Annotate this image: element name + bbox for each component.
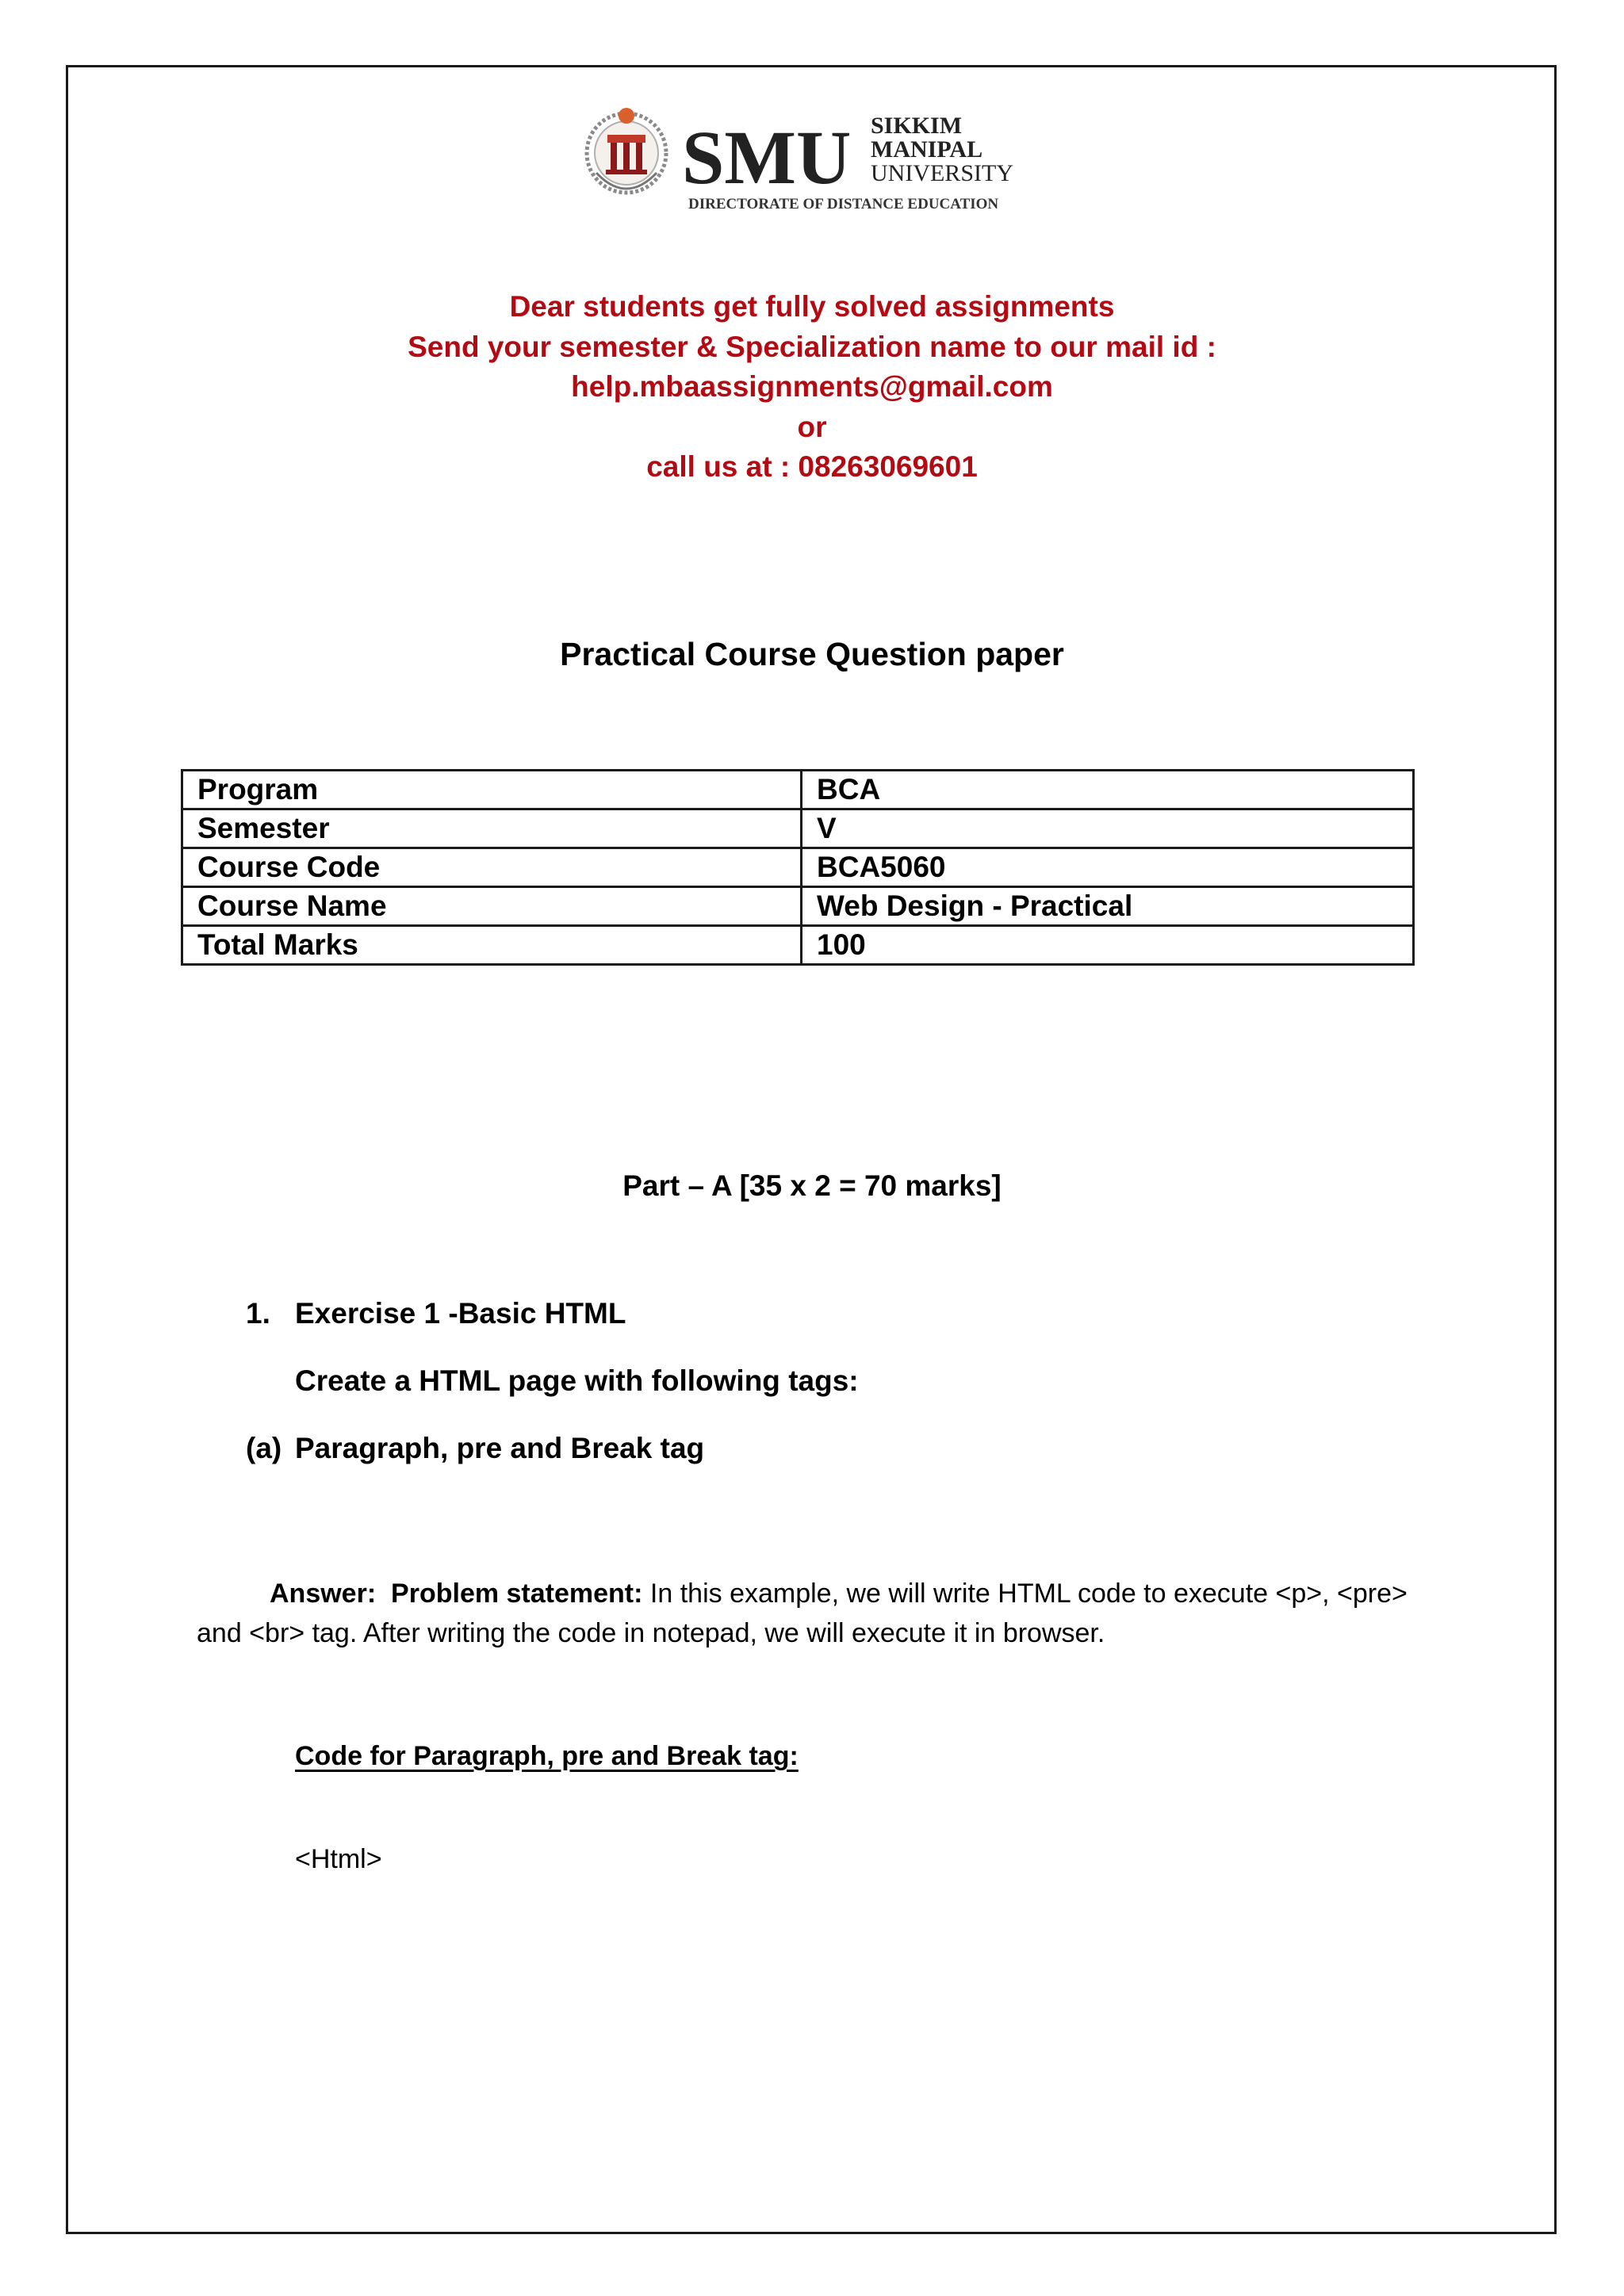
emblem-icon [587,108,666,193]
table-cell-value: Web Design - Practical [802,887,1414,926]
svg-text:SIKKIM: SIKKIM [871,113,963,139]
table-cell-label: Course Code [182,848,802,887]
table-row [182,771,1414,809]
svg-text:MANIPAL: MANIPAL [871,136,983,163]
svg-text:UNIVERSITY: UNIVERSITY [871,160,1013,186]
answer-text: In this example, we will write HTML code to execute <p>, <pre> [649,1578,1408,1609]
table-cell-value: 100 [802,926,1414,965]
promo-phone[interactable]: call us at : 08263069601 [646,450,978,483]
page-title: Practical Course Question paper [560,636,1064,672]
table-cell-value: V [802,809,1414,848]
answer-label: Answer: [270,1578,377,1609]
sub-question-label: (a) [246,1432,282,1464]
course-info-table [181,769,1415,966]
part-a-heading: Part – A [35 x 2 = 70 marks] [622,1169,1002,1202]
table-cell-label: Semester [182,809,802,848]
table-row [182,887,1414,926]
exercise-instruction: Create a HTML page with following tags: [295,1364,859,1397]
exercise-number: 1. [246,1297,270,1330]
code-line: <Html> [295,1844,382,1874]
code-heading: Code for Paragraph, pre and Break tag: [295,1741,799,1771]
problem-statement-label: Problem statement: [391,1578,643,1609]
table-row [182,809,1414,848]
table-row [182,926,1414,965]
university-logo [579,101,1055,216]
sub-question-title: Paragraph, pre and Break tag [295,1432,705,1464]
answer-paragraph-line-1 [270,1574,1408,1613]
table-cell-label: Course Name [182,887,802,926]
promo-line-2: Send your semester & Specialization name to our mail id : [408,331,1216,363]
promo-line-1: Dear students get fully solved assignments [509,290,1115,323]
table-cell-label: Total Marks [182,926,802,965]
answer-paragraph-line-2: and <br> tag. After writing the code in notepad, we will execute it in browser. [197,1618,1105,1648]
table-row [182,848,1414,887]
svg-text:DIRECTORATE OF DISTANCE EDUCAT: DIRECTORATE OF DISTANCE EDUCATION [688,196,999,212]
table-cell-label: Program [182,771,802,809]
svg-text:SMU: SMU [682,115,852,200]
table-cell-value: BCA5060 [802,848,1414,887]
table-cell-value: BCA [802,771,1414,809]
promo-line-or: or [797,411,827,443]
promo-email[interactable]: help.mbaassignments@gmail.com [571,370,1053,403]
exercise-title: Exercise 1 -Basic HTML [295,1297,626,1330]
